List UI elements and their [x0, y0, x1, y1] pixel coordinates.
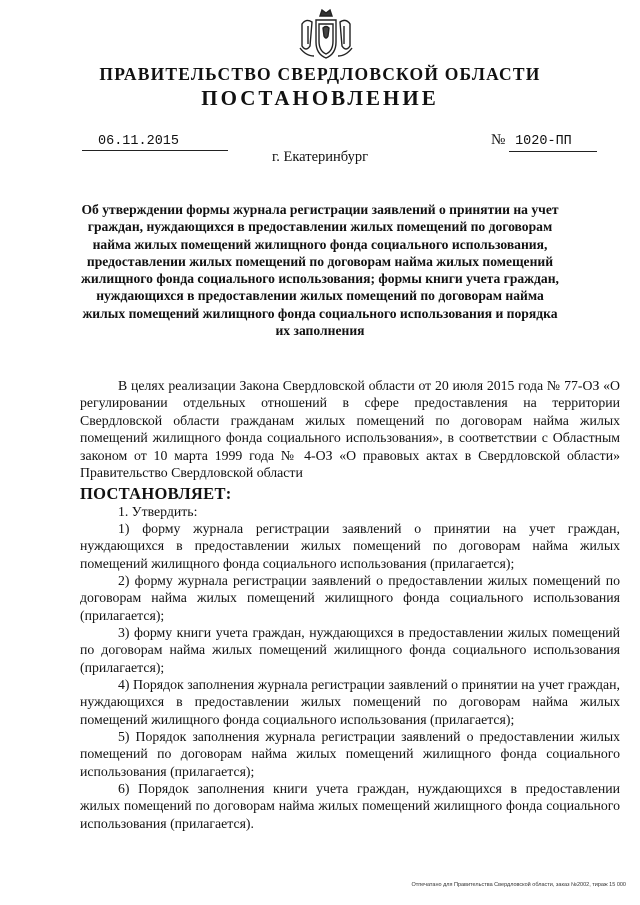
approve-line: 1. Утвердить:: [118, 504, 198, 519]
city: г. Екатеринбург: [271, 149, 369, 165]
document-heading: Об утверждении формы журнала регистрации заявлений о принятии на учет граждан, нуждающихся в предоставлении жилых помещений по договорам найма жилых помещений жилищного фонда социального использования, предоставлении жилых помещений по договорам найма жилых помещений жилищного фонда социального использования; формы книги учета граждан, нуждающихся в предоставлении жилых помещений по договорам найма жилых помещений жилищного фонда социального использования и порядка их заполнения: [81, 202, 559, 339]
resolves-label: ПОСТАНОВЛЯЕТ:: [80, 484, 232, 503]
document-number: 1020-ПП: [509, 133, 597, 152]
coat-of-arms-icon: [296, 6, 356, 62]
government-title: ПРАВИТЕЛЬСТВО СВЕРДЛОВСКОЙ ОБЛАСТИ: [99, 64, 541, 84]
list-item: 5) Порядок заполнения журнала регистрации заявлений о предоставлении жилых помещений по договорам найма жилых помещений жилищного фонда социального использования (прилагается);: [80, 729, 620, 779]
list-item: 3) форму книги учета граждан, нуждающихся в предоставлении жилых помещений по договорам найма жилых помещений жилищного фонда социального использования (прилагается);: [80, 625, 620, 675]
document-date: 06.11.2015: [82, 134, 228, 151]
list-item: 6) Порядок заполнения книги учета граждан, нуждающихся в предоставлении жилых помещений по договорам найма жилых помещений жилищного фонда социального использования (прилагается).: [80, 781, 620, 831]
list-item: 2) форму журнала регистрации заявлений о предоставлении жилых помещений по договорам найма жилых помещений жилищного фонда социального использования (прилагается);: [80, 573, 620, 623]
print-footer: Отпечатано для Правительства Свердловской области, заказ №2002, тираж 15 000: [411, 882, 626, 888]
number-sign: №: [491, 132, 506, 148]
list-item: 1) форму журнала регистрации заявлений о принятии на учет граждан, нуждающихся в предоставлении жилых помещений по договорам найма жилых помещений жилищного фонда социального использования (прилагается);: [80, 521, 620, 571]
list-item: 4) Порядок заполнения журнала регистрации заявлений о принятии на учет граждан, нуждающихся в предоставлении жилых помещений по договорам найма жилых помещений жилищного фонда социального использования (прилагается);: [80, 677, 620, 727]
intro-paragraph: В целях реализации Закона Свердловской области от 20 июля 2015 года № 77-ОЗ «О регулировании отдельных отношений в сфере предоставления на территории Свердловской области гражданам жилых помещений по договорам найма жилых помещений жилищного фонда социального использования», в соответствии с Областным законом от 10 марта 1999 года № 4-ОЗ «О правовых актах в Свердловской области» Правительство Свердловской области: [80, 378, 620, 481]
document-type: ПОСТАНОВЛЕНИЕ: [201, 86, 439, 110]
